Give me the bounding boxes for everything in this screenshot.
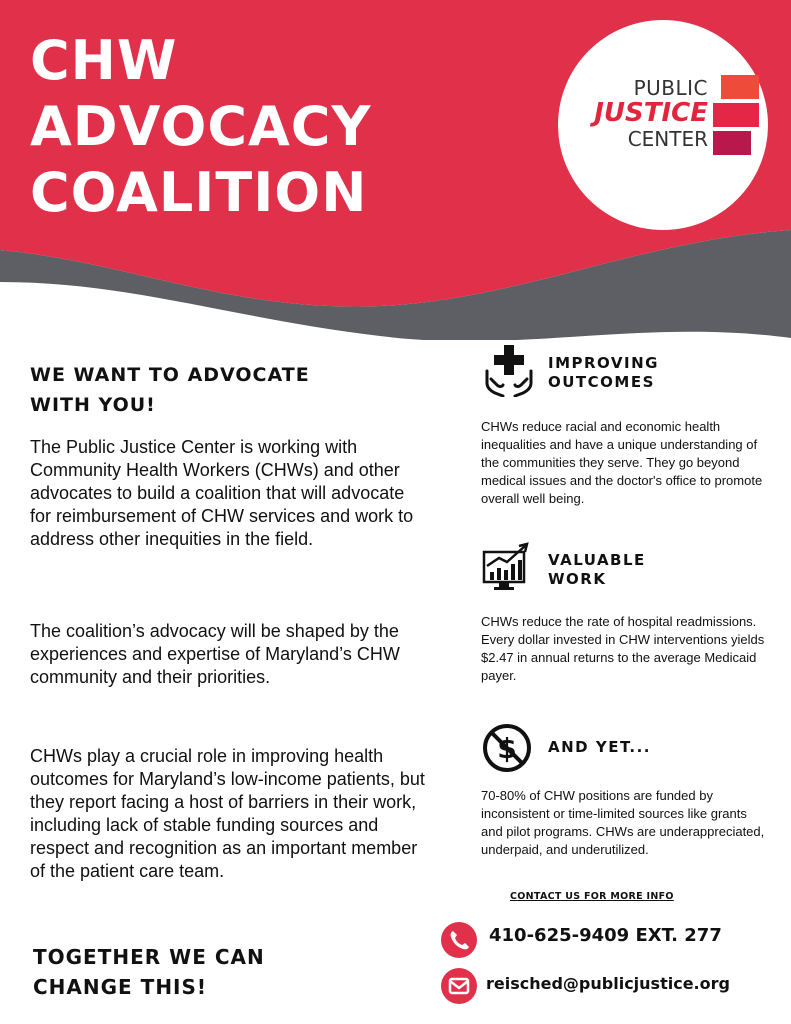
intro-paragraph: The Public Justice Center is working with Community Health Workers (CHWs) and other advocates to build a coalition that will advocate for reimbursement of CHW services and work to address other inequities in the field.	[30, 437, 414, 549]
contact-heading: CONTACT US FOR MORE INFO	[510, 891, 674, 902]
subheading-line-2: WITH YOU!	[30, 394, 156, 416]
title-line-2: ADVOCACY	[30, 95, 372, 158]
feature-title-line: VALUABLE	[548, 551, 646, 569]
growth-chart-monitor-icon	[481, 542, 533, 594]
feature-title-line: OUTCOMES	[548, 373, 655, 391]
logo-wordmark	[578, 78, 708, 149]
feature-title-line: IMPROVING	[548, 354, 659, 372]
svg-text:$: $	[497, 732, 517, 765]
contact-email[interactable]: reisched@publicjustice.org	[486, 974, 730, 993]
shaping-paragraph: The coalition’s advocacy will be shaped by the experiences and expertise of Maryland’s CHW community and their priorities.	[30, 621, 400, 687]
feature-body-improving-outcomes: CHWs reduce racial and economic health inequalities and have a unique understanding of the communities they serve. They go beyond medical issues and the doctor's office to promote overall well being.	[481, 419, 763, 506]
logo-line-justice: JUSTICE	[594, 98, 708, 128]
feature-title-line: AND YET...	[548, 738, 651, 756]
feature-title-improving-outcomes	[548, 354, 659, 392]
feature-body-and-yet: 70-80% of CHW positions are funded by inconsistent or time-limited sources like grants and pilot programs. CHWs are underappreciated, underpaid, and underutilized.	[481, 788, 765, 857]
phone-icon	[441, 922, 477, 958]
closing-line-1: TOGETHER WE CAN	[33, 945, 265, 969]
feature-title-line: WORK	[548, 570, 607, 588]
closing-line-2: CHANGE THIS!	[33, 975, 208, 999]
closing-statement	[33, 942, 265, 1002]
logo-line-center: CENTER	[627, 127, 708, 151]
feature-title-and-yet	[548, 738, 651, 757]
no-dollar-icon	[481, 722, 533, 774]
title-line-3: COALITION	[30, 161, 368, 224]
logo-mark-icon	[713, 75, 759, 155]
logo-line-public: PUBLIC	[633, 76, 708, 100]
page-title	[30, 28, 372, 226]
subheading-line-1: WE WANT TO ADVOCATE	[30, 364, 310, 386]
section-subheading	[30, 360, 430, 420]
title-line-1: CHW	[30, 29, 178, 92]
medical-cross-hands-icon	[481, 343, 537, 397]
contact-phone[interactable]: 410-625-9409 EXT. 277	[489, 925, 722, 946]
envelope-icon	[441, 968, 477, 1004]
feature-body-valuable-work: CHWs reduce the rate of hospital readmissions. Every dollar invested in CHW interventions yields $2.47 in annual returns to the average Medicaid payer.	[481, 614, 765, 683]
barriers-paragraph: CHWs play a crucial role in improving health outcomes for Maryland’s low-income patients, but they report facing a host of barriers in their work, including lack of stable funding sources and respect and recognition as an important member of the patient care team.	[30, 746, 425, 881]
feature-title-valuable-work	[548, 551, 646, 589]
